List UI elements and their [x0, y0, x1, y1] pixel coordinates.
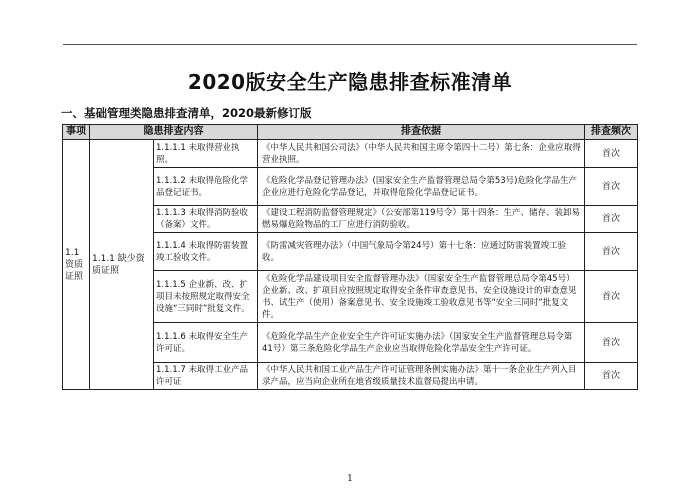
- subcategory-cell: 1.1.1 缺少资质证照: [90, 140, 154, 390]
- basis-cell: 《建设工程消防监督管理规定》（公安部第119号令）第十四条：生产、储存、装卸易燃易爆危险物品的工厂应进行消防验收。: [258, 206, 585, 233]
- frequency-cell: 首次: [585, 206, 638, 233]
- header-item: 事项: [63, 125, 90, 140]
- frequency-cell: 首次: [585, 271, 638, 323]
- hazard-checklist-table: [62, 124, 638, 390]
- frequency-cell: 首次: [585, 168, 638, 206]
- header-frequency: 排查频次: [585, 125, 638, 140]
- section-heading: 一、基础管理类隐患排查清单，2020最新修订版: [61, 106, 312, 120]
- category-cell: 1.1 资质证照: [63, 140, 90, 390]
- content-cell: 1.1.1.5 企业新、改、扩项目未按照规定取得安全设施“三同时”批复文件。: [154, 271, 258, 323]
- frequency-cell: 首次: [585, 233, 638, 271]
- frequency-cell: 首次: [585, 363, 638, 390]
- content-cell: 1.1.1.3 未取得消防验收（备案）文件。: [154, 206, 258, 233]
- content-cell: 1.1.1.7 未取得工业产品许可证: [154, 363, 258, 390]
- frequency-cell: 首次: [585, 323, 638, 363]
- header-rule: [63, 44, 637, 45]
- content-cell: 1.1.1.6 未取得安全生产许可证。: [154, 323, 258, 363]
- frequency-cell: 首次: [585, 140, 638, 168]
- content-cell: 1.1.1.1 未取得营业执照。: [154, 140, 258, 168]
- content-cell: 1.1.1.4 未取得防雷装置竣工验收文件。: [154, 233, 258, 271]
- basis-cell: 《危险化学品登记管理办法》(国家安全生产监督管理总局令第53号)危险化学品生产企业应进行危险化学品登记，并取得危险化学品登记证书。: [258, 168, 585, 206]
- table-row: [63, 140, 638, 168]
- page-title: 2020版安全生产隐患排查标准清单: [187, 70, 513, 94]
- basis-cell: 《中华人民共和国公司法》（中华人民共和国主席令第四十二号）第七条：企业应取得营业执照。: [258, 140, 585, 168]
- header-content: 隐患排查内容: [90, 125, 258, 140]
- content-cell: 1.1.1.2 未取得危险化学品登记证书。: [154, 168, 258, 206]
- basis-cell: 《危险化学品生产企业安全生产许可证实施办法》（国家安全生产监督管理总局令第41号）第三条危险化学品生产企业应当取得危险化学品安全生产许可证。: [258, 323, 585, 363]
- basis-cell: 《中华人民共和国工业产品生产许可证管理条例实施办法》第十一条企业生产列入目录产品，应当向企业所在地省级质量技术监督局提出申请。: [258, 363, 585, 390]
- page-number: 1: [347, 474, 353, 484]
- basis-cell: 《防雷减灾管理办法》（中国气象局令第24号）第十七条：应通过防雷装置竣工验收。: [258, 233, 585, 271]
- basis-cell: 《危险化学品建设项目安全监督管理办法》（国家安全生产监督管理总局令第45号）企业新、改、扩项目应按照规定取得安全条件审查意见书、安全设施设计的审查意见书、试生产（使用）备案意见书、安全设施竣工验收意见书等“安全三同时”批复文件。: [258, 271, 585, 323]
- table-header-row: [63, 125, 638, 140]
- header-basis: 排查依据: [258, 125, 585, 140]
